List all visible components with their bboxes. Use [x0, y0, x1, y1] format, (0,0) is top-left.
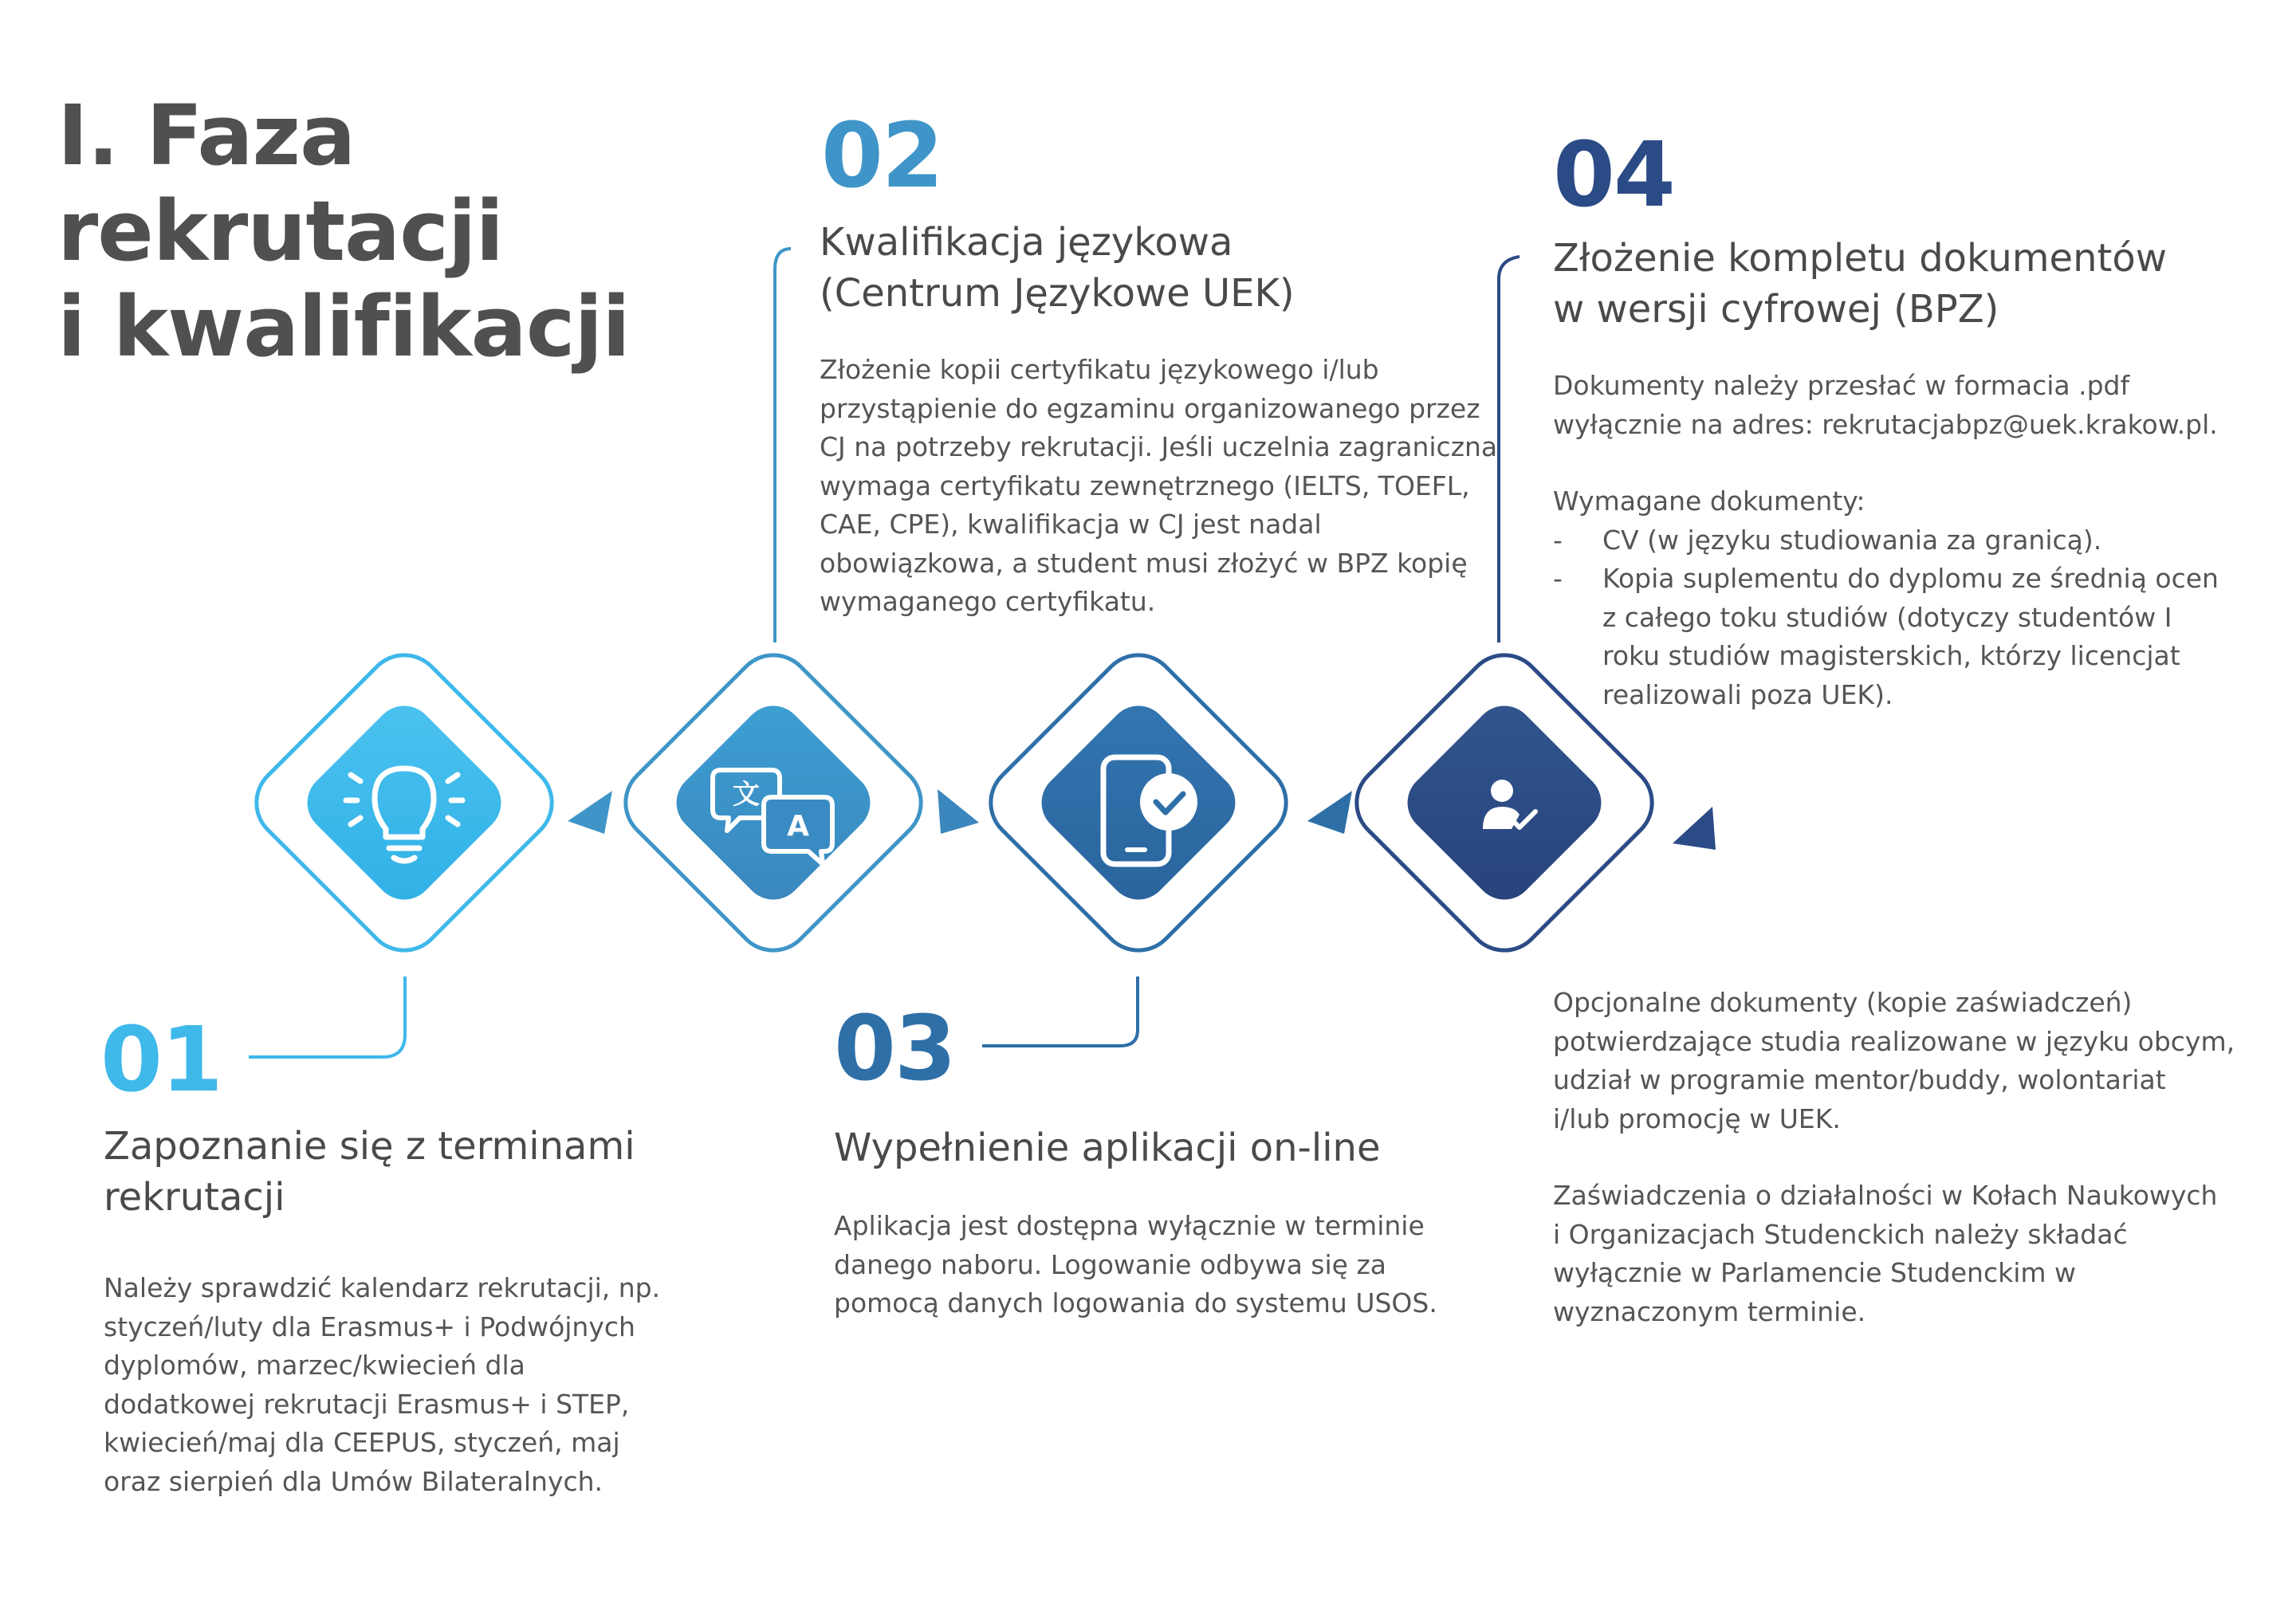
- step-03-number: 03: [834, 997, 955, 1101]
- step-01-description: [104, 1269, 660, 1501]
- certificates-line: i Organizacjach Studenckich należy składać: [1553, 1218, 2128, 1250]
- connector-line-04: [1499, 257, 1520, 643]
- step-02-text-line: wymaga certyfikatu zewnętrznego (IELTS, TOEFL,: [820, 470, 1470, 501]
- spacer: [1553, 444, 2219, 482]
- step-04-heading: [1553, 233, 2167, 335]
- step-02-heading: [820, 217, 1295, 319]
- title-line-3: i kwalifikacji: [57, 278, 630, 375]
- step-01-text-line: kwiecień/maj dla CEEPUS, styczeń, maj: [104, 1427, 620, 1458]
- step-01-diamond: [241, 639, 568, 966]
- step-01-text-line: styczeń/luty dla Erasmus+ i Podwójnych: [104, 1311, 635, 1342]
- step-02-description: [820, 351, 1497, 622]
- step-02-text-line: przystąpienie do egzaminu organizowanego przez: [820, 392, 1480, 424]
- title-line-1: I. Faza: [57, 87, 356, 184]
- step-04-description: [1553, 367, 2219, 714]
- arrow-4-end: [1673, 807, 1716, 850]
- step-01-text-line: dyplomów, marzec/kwiecień dla: [104, 1350, 525, 1381]
- step-01-number: 01: [100, 1008, 222, 1112]
- svg-text:A: A: [787, 810, 809, 843]
- step-01-text-line: dodatkowej rekrutacji Erasmus+ i STEP,: [104, 1388, 630, 1420]
- step-02-heading-line: (Centrum Językowe UEK): [820, 271, 1295, 316]
- step-01-text-line: Należy sprawdzić kalendarz rekrutacji, np.: [104, 1272, 661, 1303]
- required-item: [1553, 560, 2219, 714]
- step-03-heading: [834, 1122, 1380, 1173]
- list-dash: -: [1553, 563, 1563, 594]
- certificates-line: wyłącznie w Parlamencie Studenckim w: [1553, 1257, 2077, 1288]
- step-01-heading-line: rekrutacji: [104, 1175, 285, 1220]
- title-line-2: rekrutacji: [57, 183, 504, 280]
- certificates-line: wyznaczonym terminie.: [1553, 1295, 1866, 1327]
- step-04-heading-line: w wersji cyfrowej (BPZ): [1553, 287, 1999, 332]
- step-02-text-line: wymaganego certyfikatu.: [820, 586, 1156, 617]
- connector-line-01: [249, 977, 405, 1057]
- step-02-text-line: obowiązkowa, a student musi złożyć w BPZ kopię: [820, 547, 1468, 579]
- certificates-text: [1553, 1177, 2217, 1331]
- required-item-line: Kopia suplementu do dyplomu ze średnią ocen: [1602, 563, 2219, 594]
- required-item-line: roku studiów magisterskich, którzy licencjat: [1602, 640, 2180, 671]
- step-01-text-line: oraz sierpień dla Umów Bilateralnych.: [104, 1465, 603, 1497]
- optional-documents-text: [1553, 984, 2235, 1138]
- optional-line: udział w programie mentor/buddy, wolontariat: [1553, 1064, 2166, 1095]
- list-dash: -: [1553, 524, 1563, 556]
- svg-text:文: 文: [733, 779, 760, 811]
- optional-line: Opcjonalne dokumenty (kopie zaświadczeń): [1553, 987, 2133, 1018]
- arrow-1-to-2: [568, 791, 612, 834]
- step-02-text-line: Złożenie kopii certyfikatu językowego i/lub: [820, 354, 1379, 385]
- step-04-number: 04: [1553, 124, 1674, 227]
- required-documents-label: Wymagane dokumenty:: [1553, 485, 1866, 517]
- step-03-text-line: Aplikacja jest dostępna wyłącznie w terminie: [834, 1210, 1425, 1241]
- step-02-number: 02: [821, 104, 942, 208]
- required-item: [1553, 521, 2219, 560]
- step-03-heading-line: Wypełnienie aplikacji on-line: [834, 1126, 1381, 1170]
- step-02-heading-line: Kwalifikacja językowa: [820, 220, 1233, 265]
- step-03-text-line: pomocą danych logowania do systemu USOS.: [834, 1287, 1437, 1318]
- arrow-3-to-4: [1307, 791, 1352, 834]
- step-01-heading: [104, 1121, 635, 1223]
- step-02-text-line: CJ na potrzeby rekrutacji. Jeśli uczelnia zagraniczna: [820, 431, 1498, 462]
- step-04-intro-line: Dokumenty należy przesłać w formacia .pdf: [1553, 370, 2130, 401]
- step-02-text-line: CAE, CPE), kwalifikacja w CJ jest nadal: [820, 509, 1322, 540]
- required-item-line: realizowali poza UEK).: [1602, 678, 1893, 710]
- step-03-diamond: [975, 639, 1302, 966]
- optional-line: i/lub promocję w UEK.: [1553, 1102, 1841, 1134]
- step-03-text-line: danego naboru. Logowanie odbywa się za: [834, 1248, 1386, 1280]
- certificates-line: Zaświadczenia o działalności w Kołach Naukowych: [1553, 1180, 2218, 1211]
- step-04-intro-line: wyłącznie na adres: rekrutacjabpz@uek.krakow.pl.: [1553, 408, 2218, 440]
- required-item-line: z całego toku studiów (dotyczy studentów I: [1602, 601, 2172, 633]
- connector-line-03: [982, 977, 1138, 1046]
- connector-line-02: [775, 249, 791, 643]
- required-item-line: CV (w języku studiowania za granicą).: [1602, 524, 2102, 556]
- step-03-description: [834, 1207, 1437, 1323]
- optional-line: potwierdzające studia realizowane w języku obcym,: [1553, 1025, 2235, 1057]
- step-04-heading-line: Złożenie kompletu dokumentów: [1553, 236, 2167, 281]
- arrow-2-to-3: [938, 789, 979, 834]
- step-01-heading-line: Zapoznanie się z terminami: [104, 1124, 635, 1169]
